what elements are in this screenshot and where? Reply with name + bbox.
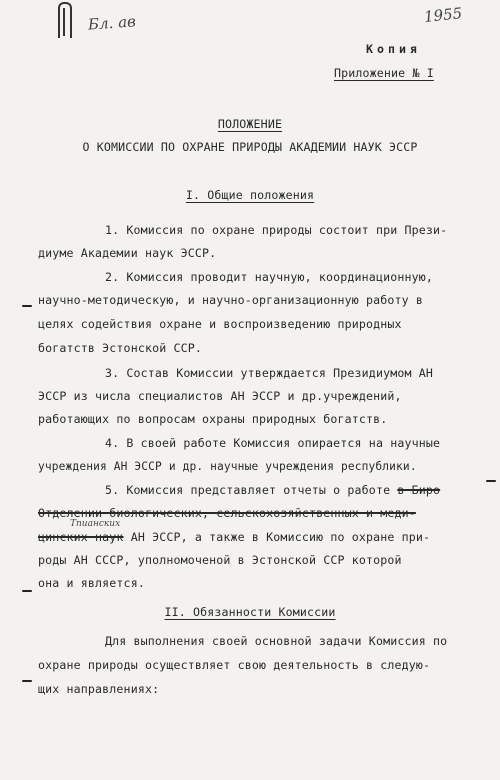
section1-line: 2. Комиссия проводит научную, координационную, bbox=[105, 270, 433, 284]
document-title: ПОЛОЖЕНИЕ bbox=[217, 117, 283, 131]
section1-line: АН ЭССР, а также в Комиссию по охране при- bbox=[130, 530, 431, 544]
section1-line: роды АН СССР, уполномоченой в Эстонской ССР которой bbox=[38, 553, 402, 567]
section1-line: учреждения АН ЭССР и др. научные учреждения республики. bbox=[38, 460, 417, 473]
attachment-label: Приложение № I bbox=[334, 66, 434, 80]
struck-text: цинских наук bbox=[38, 530, 124, 544]
struck-line: Отделении биологических, сельскохозяйственных и меди- bbox=[38, 506, 416, 520]
section2-line: Для выполнения своей основной задачи Комиссия по bbox=[105, 634, 448, 648]
section1-heading: I. Общие положения bbox=[185, 188, 315, 202]
section1-line: научно-методическую, и научно-организационную работу в bbox=[38, 293, 424, 307]
section1-line: диуме Академии наук ЭССР. bbox=[38, 246, 217, 260]
section2-line: охране природы осуществляет свою деятельность в следую- bbox=[38, 658, 431, 672]
handwritten-note-top-left: Бл. ав bbox=[87, 12, 137, 34]
section1-line-5 bbox=[105, 483, 440, 497]
section1-line: богатств Эстонской ССР. bbox=[38, 341, 202, 355]
section1-line: ЭССР из числа специалистов АН ЭССР и др.учреждений, bbox=[38, 389, 402, 403]
section1-line: она и является. bbox=[38, 576, 145, 590]
section1-line: 3. Состав Комиссии утверждается Президиумом АН bbox=[105, 366, 433, 380]
section2-heading: II. Обязанности Комиссии bbox=[164, 605, 336, 619]
section1-line: 4. В своей работе Комиссия опирается на научные bbox=[105, 436, 441, 450]
paperclip-mark bbox=[58, 2, 72, 38]
handwritten-insertion: Тпианских bbox=[70, 519, 121, 529]
struck-text: в Биро bbox=[397, 483, 441, 497]
margin-mark bbox=[22, 680, 32, 682]
section1-line: 5. Комиссия представляет отчеты о работе bbox=[105, 483, 391, 497]
margin-mark bbox=[22, 305, 32, 307]
copy-label: Копия bbox=[366, 42, 421, 56]
margin-mark bbox=[22, 590, 32, 592]
section2-line: щих направлениях: bbox=[38, 682, 160, 696]
section1-line-5b bbox=[38, 530, 430, 544]
section1-line: 1. Комиссия по охране природы состоит при Прези- bbox=[105, 223, 448, 237]
handwritten-number-top-right: 1955 bbox=[423, 4, 464, 26]
margin-mark bbox=[486, 480, 496, 482]
section1-line: работающих по вопросам охраны природных богатств. bbox=[38, 412, 388, 426]
section1-line: целях содействия охране и воспроизведению природных bbox=[38, 317, 402, 331]
document-subtitle: О КОМИССИИ ПО ОХРАНЕ ПРИРОДЫ АКАДЕМИИ НАУК ЭССР bbox=[82, 140, 418, 154]
